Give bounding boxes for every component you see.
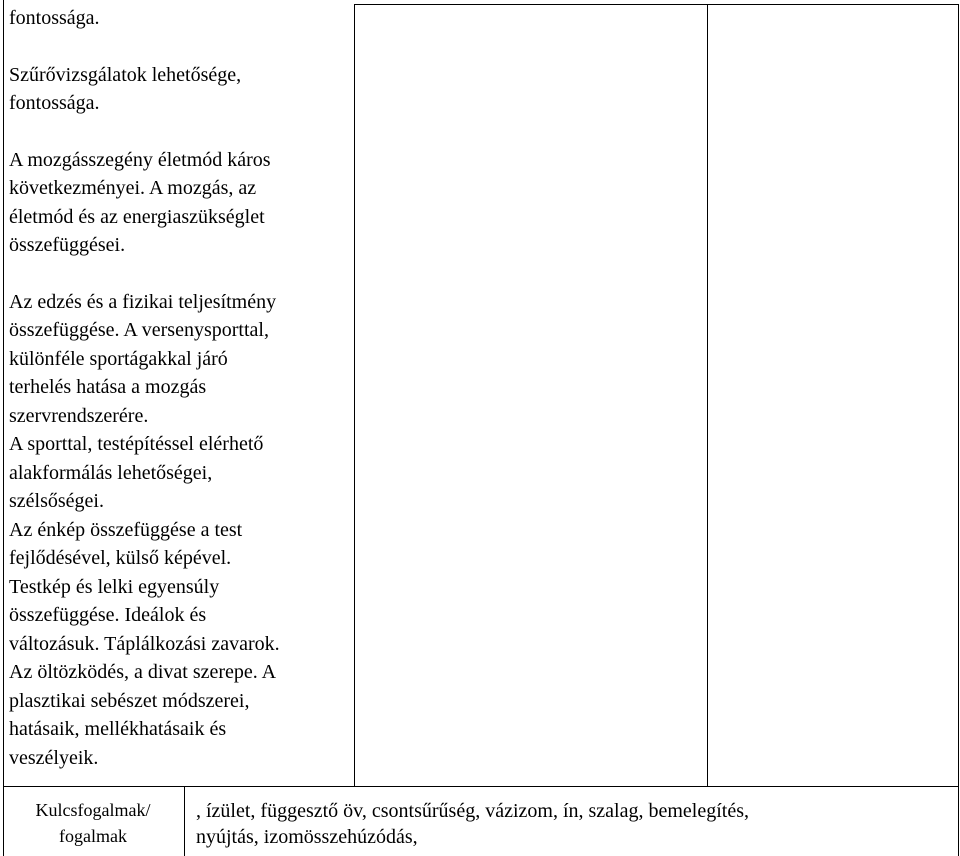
topic-paragraph bbox=[9, 658, 349, 772]
text-line: terhelés hatása a mozgás bbox=[9, 376, 207, 398]
topic-paragraph bbox=[9, 573, 349, 659]
topic-paragraph bbox=[9, 288, 349, 431]
text-line: szervrendszerére. bbox=[9, 404, 149, 427]
text-line: következményei. A mozgás, az bbox=[9, 177, 257, 199]
text-line: fontossága. bbox=[9, 92, 100, 114]
text-line: Testkép és lelki egyensúly bbox=[9, 575, 220, 598]
text-line: plasztikai sebészet módszerei, bbox=[9, 689, 250, 712]
topic-paragraph bbox=[9, 61, 349, 118]
text-line: Szűrővizsgálatok lehetősége, bbox=[9, 63, 242, 86]
text-line: változásuk. Táplálkozási zavarok. bbox=[9, 632, 280, 655]
keywords-label bbox=[4, 797, 182, 849]
text-line: Az énkép összefüggése a test bbox=[9, 518, 243, 541]
text-line: életmód és az energiaszükséglet bbox=[9, 205, 265, 228]
table-border-top bbox=[354, 4, 959, 5]
text-line: különféle sportágakkal járó bbox=[9, 347, 228, 370]
text-line: Az edzés és a fizikai teljesítmény bbox=[9, 290, 277, 313]
keywords-text-line: , ízület, függesztő öv, csontsűrűség, vázizom, ín, szalag, bemelegítés, bbox=[196, 800, 749, 822]
table-border-col2 bbox=[707, 4, 708, 786]
text-line: Az öltözködés, a divat szerepe. A bbox=[9, 661, 277, 683]
topic-paragraph bbox=[9, 430, 349, 516]
text-line: fejlődésével, külső képével. bbox=[9, 547, 232, 569]
table-border-keywords bbox=[184, 786, 185, 856]
text-line: fontossága. bbox=[9, 7, 100, 29]
text-line: összefüggése. A versenysporttal, bbox=[9, 319, 269, 341]
table-border-col1 bbox=[354, 4, 355, 786]
keywords-text bbox=[196, 798, 956, 850]
text-line: hatásaik, mellékhatásaik és bbox=[9, 718, 227, 740]
text-line: veszélyeik. bbox=[9, 746, 99, 769]
table-border-row bbox=[3, 786, 959, 787]
text-line: A mozgásszegény életmód káros bbox=[9, 148, 271, 171]
text-line: szélsőségei. bbox=[9, 490, 104, 512]
keywords-text-line: nyújtás, izomösszehúzódás, bbox=[196, 826, 418, 848]
topics-cell bbox=[9, 4, 349, 772]
text-line: összefüggései. bbox=[9, 234, 126, 256]
table-border-right bbox=[958, 4, 959, 856]
text-line: összefüggése. Ideálok és bbox=[9, 604, 207, 626]
table-border-left bbox=[3, 0, 4, 856]
topic-paragraph bbox=[9, 4, 349, 33]
keywords-label-line: Kulcsfogalmak/ bbox=[35, 800, 151, 820]
topic-paragraph bbox=[9, 516, 349, 573]
keywords-label-line: fogalmak bbox=[59, 826, 127, 846]
topic-paragraph bbox=[9, 146, 349, 260]
text-line: A sporttal, testépítéssel elérhető bbox=[9, 433, 264, 455]
text-line: alakformálás lehetőségei, bbox=[9, 461, 213, 484]
